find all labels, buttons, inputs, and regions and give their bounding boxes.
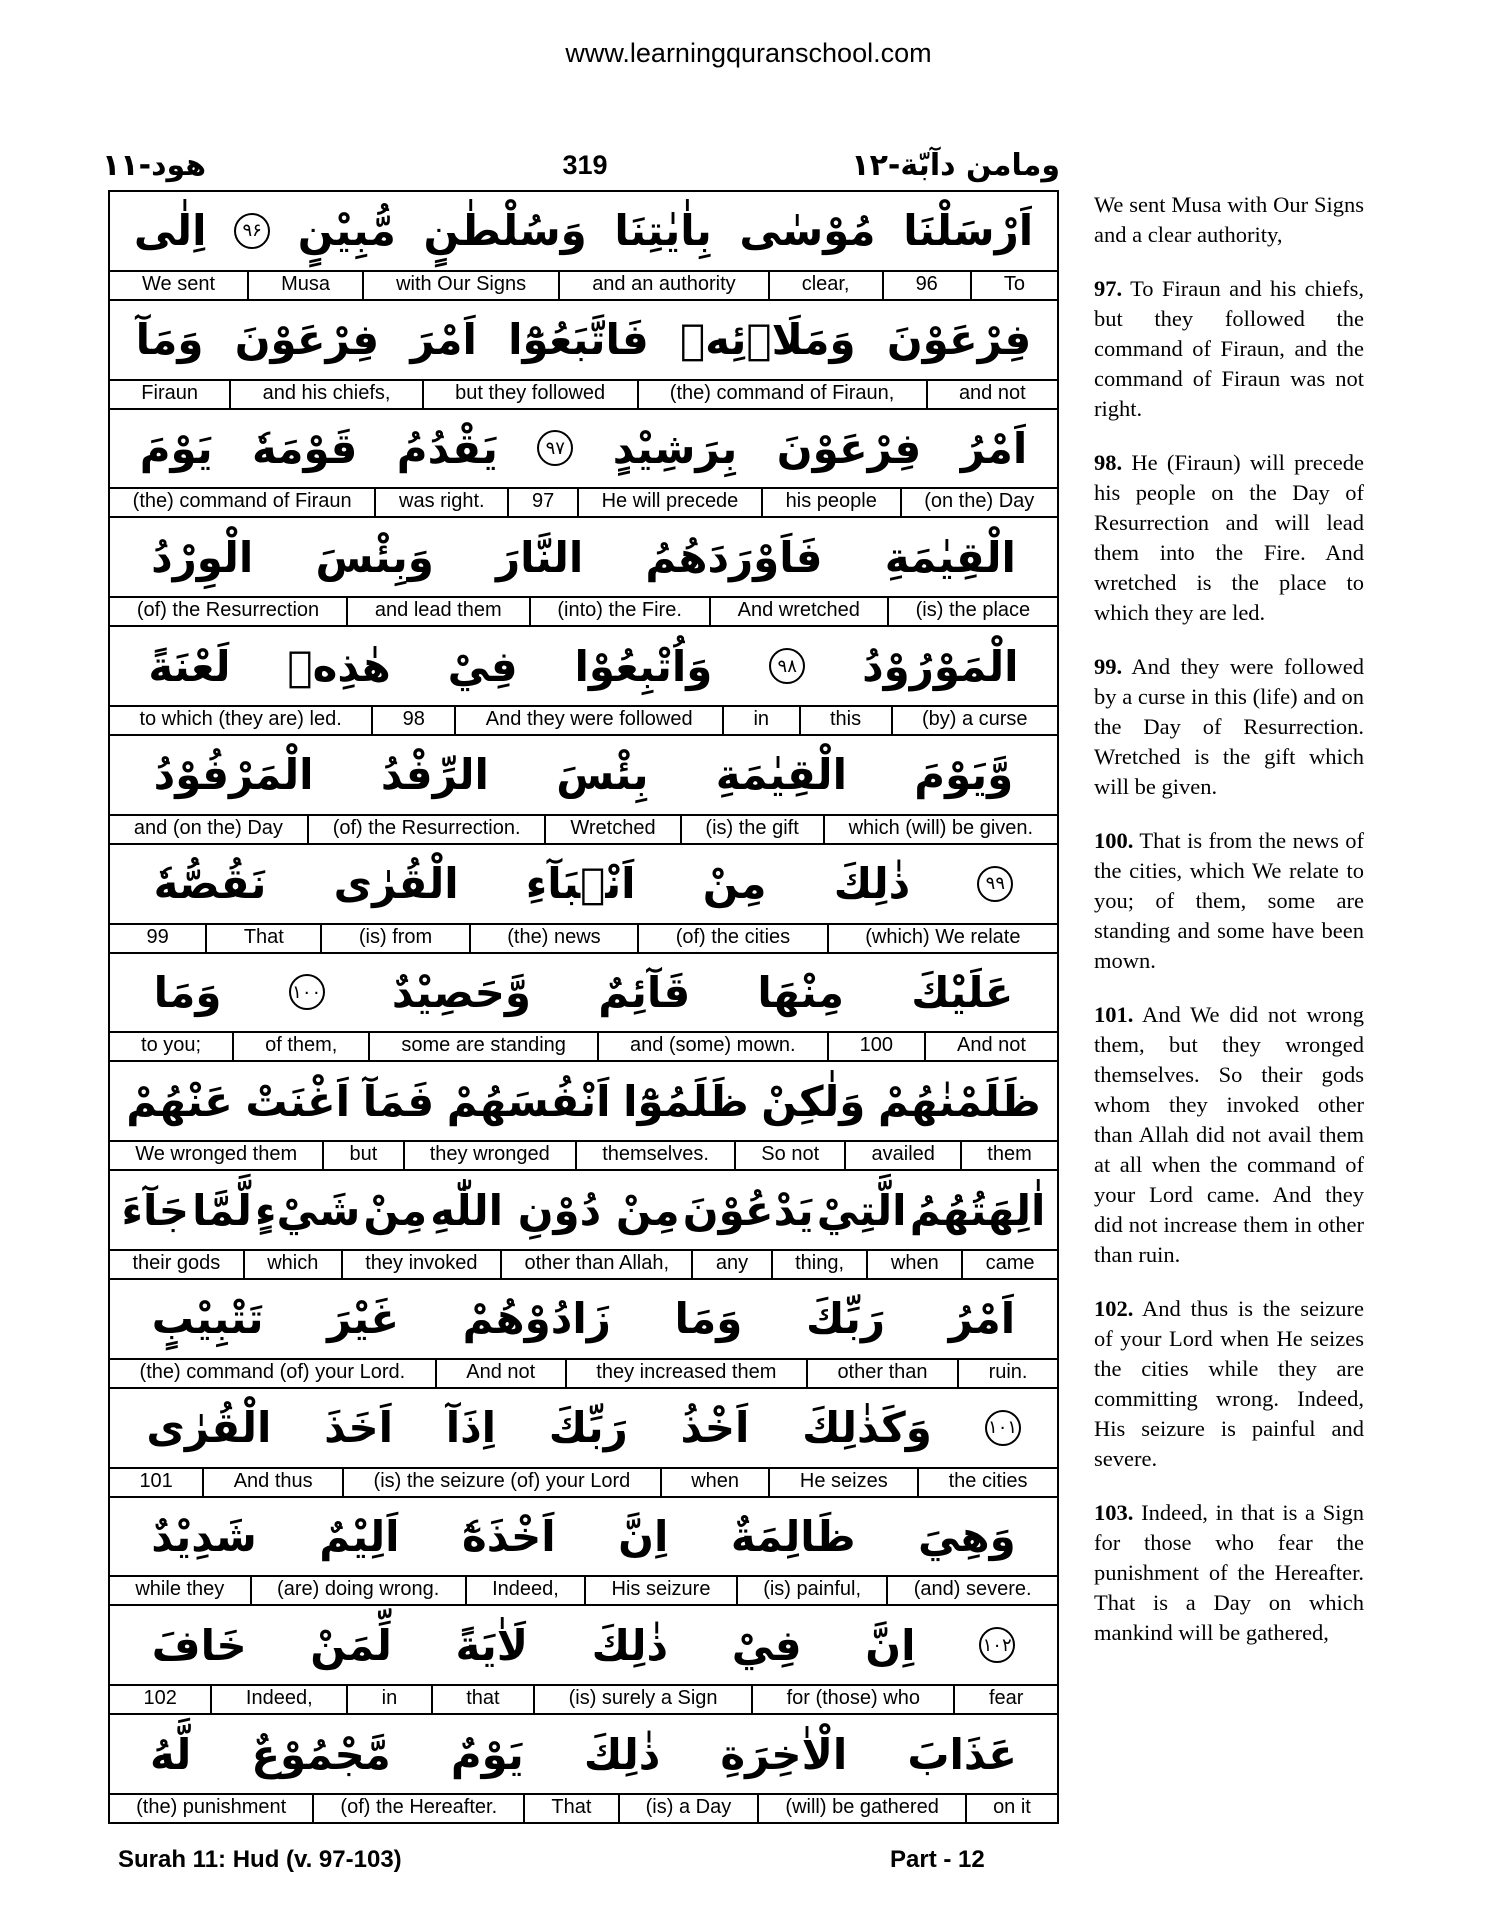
- arabic-word: وَلٰكِنْ: [761, 1076, 866, 1126]
- verse-marker: ۱۰۰: [289, 974, 325, 1010]
- english-gloss: (is) the gift: [682, 816, 825, 843]
- english-gloss: 100: [829, 1033, 926, 1060]
- english-gloss: thing,: [773, 1251, 869, 1278]
- english-gloss: (will) be gathered: [759, 1795, 967, 1822]
- verse-row: [110, 627, 1057, 736]
- arabic-word: فِيْ: [731, 1620, 802, 1670]
- arabic-word: الرِّفْدُ: [380, 750, 489, 800]
- english-gloss: which (will) be given.: [848, 816, 1034, 839]
- arabic-word: وَهِيَ: [917, 1511, 1016, 1561]
- arabic-words: [110, 954, 1057, 1032]
- english-gloss: (on the) Day: [924, 490, 1035, 513]
- verse-row: [110, 736, 1057, 845]
- english-gloss: (of) the Resurrection: [110, 598, 348, 625]
- arabic-word: اَرْسَلْنَا: [903, 206, 1034, 256]
- arabic-word: الَّتِيْ: [816, 1185, 907, 1235]
- english-gloss: other than: [808, 1360, 959, 1387]
- arabic-word: فِيْ: [447, 641, 518, 691]
- english-glosses: [110, 1031, 1057, 1060]
- arabic-word: بِئْسَ: [556, 750, 649, 800]
- arabic-word: شَدِيْدٌ: [151, 1511, 257, 1561]
- english-gloss: (is) the place: [915, 599, 1031, 622]
- arabic-word: عَذَابَ: [907, 1729, 1017, 1779]
- arabic-word: الْمَوْرُوْدُ: [862, 641, 1019, 691]
- english-glosses: [110, 1467, 1057, 1496]
- arabic-word: ذٰلِكَ: [833, 859, 911, 909]
- english-gloss: which: [245, 1251, 343, 1278]
- english-gloss: (is) a Day: [620, 1795, 760, 1822]
- arabic-words: [110, 845, 1057, 923]
- verse-marker: ۱۰۲: [979, 1627, 1015, 1663]
- arabic-word: فَمَآ: [362, 1076, 435, 1126]
- english-gloss: in: [348, 1686, 433, 1713]
- english-gloss: And not: [957, 1034, 1026, 1057]
- arabic-word: لِّمَنْ: [310, 1620, 392, 1670]
- verse-row: [110, 301, 1057, 410]
- arabic-word: لَّمَّا: [192, 1185, 252, 1235]
- arabic-word: وَمَا: [674, 1294, 743, 1344]
- translation-text: To Firaun and his chiefs, but they followed the command of Firaun, and the command of Firaun was not right.: [1094, 276, 1364, 421]
- english-gloss: and an authority: [560, 272, 770, 299]
- english-glosses: [110, 596, 1057, 625]
- arabic-word: الْقِيٰمَةِ: [715, 750, 847, 800]
- english-gloss: was right.: [376, 489, 509, 516]
- english-glosses: [110, 1358, 1057, 1387]
- verse-marker: ۹۸: [769, 648, 805, 684]
- verse-number: 100.: [1094, 828, 1134, 853]
- arabic-word: لَاٰيَةً: [455, 1620, 529, 1670]
- arabic-words: [110, 1062, 1057, 1140]
- arabic-word: وَمَا: [153, 967, 222, 1017]
- surah-label-arabic: هود-١١: [102, 148, 207, 183]
- arabic-word: رَبِّكَ: [806, 1294, 886, 1344]
- arabic-word: اِلٰى: [133, 206, 207, 256]
- english-glosses: [110, 1684, 1057, 1713]
- english-gloss: (is) surely a Sign: [535, 1686, 753, 1713]
- translation-paragraph: [1094, 448, 1364, 628]
- english-gloss: other than Allah,: [502, 1251, 693, 1278]
- arabic-words: [110, 627, 1057, 705]
- verse-row: [110, 1715, 1057, 1822]
- arabic-word: يَدْعُوْنَ: [682, 1185, 814, 1235]
- english-glosses: [110, 379, 1057, 408]
- arabic-word: وَكَذٰلِكَ: [802, 1403, 932, 1453]
- english-gloss: And not: [437, 1360, 567, 1387]
- arabic-word: بِاٰيٰتِنَا: [614, 206, 712, 256]
- english-gloss: (is) the seizure (of) your Lord: [344, 1469, 662, 1496]
- english-gloss: Indeed,: [212, 1686, 348, 1713]
- english-gloss: their gods: [110, 1251, 245, 1278]
- english-gloss: Wretched: [546, 816, 681, 843]
- arabic-word: اَمْرَ: [410, 315, 477, 365]
- arabic-word: قَآئِمٌ: [598, 967, 691, 1017]
- arabic-word: اَخْذَهٗٓ: [461, 1511, 556, 1561]
- arabic-words: [110, 1606, 1057, 1684]
- english-gloss: 97: [509, 489, 579, 516]
- arabic-word: اِنَّ: [865, 1620, 916, 1670]
- arabic-word: مِنْ دُوْنِ اللّٰهِ: [430, 1185, 680, 1235]
- english-gloss: 102: [110, 1686, 212, 1713]
- arabic-word: عَلَيْكَ: [911, 967, 1014, 1017]
- arabic-word: ظَلَمْنٰهُمْ: [878, 1076, 1041, 1126]
- arabic-word: فِرْعَوْنَ: [234, 315, 380, 365]
- arabic-word: اَمْرُ: [960, 423, 1028, 473]
- arabic-words: [110, 1498, 1057, 1576]
- english-gloss: And thus: [204, 1469, 344, 1496]
- english-gloss: that: [433, 1686, 535, 1713]
- english-gloss: He will precede: [579, 489, 763, 516]
- arabic-word: وَبِئْسَ: [315, 532, 434, 582]
- arabic-words: [110, 1715, 1057, 1793]
- arabic-word: وَسُلْطٰنٍ: [423, 206, 587, 256]
- arabic-word: خَافَ: [151, 1620, 247, 1670]
- english-gloss: (by) a curse: [921, 707, 1028, 730]
- english-gloss: (the) command (of) your Lord.: [110, 1360, 437, 1387]
- english-glosses: [110, 923, 1057, 952]
- verse-number: 99.: [1094, 654, 1123, 679]
- english-gloss: ruin.: [988, 1360, 1028, 1383]
- arabic-word: الْمَرْفُوْدُ: [153, 750, 314, 800]
- english-gloss: 98: [373, 707, 456, 734]
- arabic-word: اَمْرُ: [948, 1294, 1016, 1344]
- arabic-words: [110, 518, 1057, 596]
- arabic-word: وَمَآ: [135, 315, 204, 365]
- arabic-word: زَادُوْهُمْ: [462, 1294, 611, 1344]
- english-gloss: with Our Signs: [364, 272, 560, 299]
- verse-row: [110, 1280, 1057, 1389]
- english-gloss: (is) from: [322, 925, 470, 952]
- english-gloss: (of) the Resurrection.: [309, 816, 547, 843]
- english-gloss: some are standing: [370, 1033, 599, 1060]
- verse-row: [110, 1062, 1057, 1171]
- verse-row: [110, 518, 1057, 627]
- verse-row: [110, 1171, 1057, 1280]
- verse-row: [110, 1606, 1057, 1715]
- english-gloss: To: [1003, 272, 1025, 295]
- english-gloss: in: [724, 707, 800, 734]
- english-gloss: (of) the Hereafter.: [314, 1795, 525, 1822]
- arabic-word: تَتْبِيْبٍ: [151, 1294, 264, 1344]
- arabic-word: فِرْعَوْنَ: [776, 423, 922, 473]
- english-gloss: and (some) mown.: [599, 1033, 829, 1060]
- arabic-word: بِرَشِيْدٍ: [612, 423, 738, 473]
- arabic-word: ظَلَمُوْٓا: [623, 1076, 749, 1126]
- translation-text: He (Firaun) will precede his people on the Day of Resurrection and will lead them into the Fire. And wretched is the place to which they are led.: [1094, 450, 1365, 625]
- english-gloss: That: [207, 925, 322, 952]
- arabic-word: وَّيَوْمَ: [914, 750, 1014, 800]
- english-gloss: came: [985, 1251, 1035, 1274]
- arabic-words: [110, 736, 1057, 814]
- arabic-word: الْقُرٰى: [333, 859, 459, 909]
- english-gloss: they increased them: [567, 1360, 808, 1387]
- arabic-word: ذٰلِكَ: [583, 1729, 661, 1779]
- english-gloss: and his chiefs,: [231, 381, 423, 408]
- english-gloss: when: [662, 1469, 771, 1496]
- english-glosses: [110, 705, 1057, 734]
- verse-row: [110, 954, 1057, 1063]
- english-gloss: We wronged them: [110, 1142, 324, 1169]
- verse-number: 102.: [1094, 1296, 1134, 1321]
- arabic-word: مِنْهَا: [757, 967, 845, 1017]
- english-glosses: [110, 1575, 1057, 1604]
- arabic-word: اَلِيْمٌ: [319, 1511, 400, 1561]
- arabic-word: لَّهُ: [150, 1729, 192, 1779]
- verse-row: [110, 410, 1057, 519]
- english-gloss: (which) We relate: [865, 925, 1021, 948]
- arabic-word: مُوْسٰى: [739, 206, 876, 256]
- english-gloss: clear,: [770, 272, 884, 299]
- arabic-word: مَّجْمُوْعٌ: [251, 1729, 391, 1779]
- english-glosses: [110, 1793, 1057, 1822]
- english-gloss: (the) punishment: [110, 1795, 314, 1822]
- english-gloss: to you;: [110, 1033, 234, 1060]
- arabic-word: اَخْذُ: [680, 1403, 750, 1453]
- word-by-word-grid: [108, 190, 1059, 1824]
- english-gloss: availed: [846, 1142, 962, 1169]
- arabic-word: غَيْرَ: [327, 1294, 400, 1344]
- arabic-word: اَخَذَ: [324, 1403, 393, 1453]
- english-glosses: [110, 270, 1057, 299]
- verse-marker: ۹۹: [977, 866, 1013, 902]
- english-gloss: any: [693, 1251, 772, 1278]
- arabic-word: الْقُرٰى: [146, 1403, 272, 1453]
- arabic-words: [110, 410, 1057, 488]
- arabic-word: يَقْدُمُ: [396, 423, 498, 473]
- arabic-word: رَبِّكَ: [548, 1403, 628, 1453]
- english-gloss: (is) painful,: [738, 1577, 889, 1604]
- translation-paragraph: [1094, 826, 1364, 976]
- english-gloss: of them,: [234, 1033, 370, 1060]
- arabic-word: ظَالِمَةٌ: [730, 1511, 856, 1561]
- english-glosses: [110, 1249, 1057, 1278]
- english-gloss: That: [525, 1795, 619, 1822]
- arabic-word: مُّبِيْنٍ: [297, 206, 396, 256]
- arabic-words: [110, 1389, 1057, 1467]
- arabic-word: وَّحَصِيْدٌ: [391, 967, 532, 1017]
- english-gloss: And wretched: [711, 598, 889, 625]
- arabic-word: شَيْءٍ: [254, 1185, 361, 1235]
- english-gloss: for (those) who: [753, 1686, 955, 1713]
- arabic-word: اَنْۢبَآءِ: [525, 859, 636, 909]
- english-glosses: [110, 1140, 1057, 1169]
- english-gloss: (of) the cities: [639, 925, 829, 952]
- arabic-word: اِذَآ: [445, 1403, 497, 1453]
- translation-text: And thus is the seizure of your Lord when He seizes the cities while they are committing wrong. Indeed, His seizure is painful and severe.: [1094, 1296, 1364, 1471]
- translation-paragraph: [1094, 274, 1364, 424]
- english-gloss: this: [801, 707, 893, 734]
- translation-paragraph: [1094, 190, 1364, 250]
- arabic-word: اَنْفُسَهُمْ: [446, 1076, 611, 1126]
- english-gloss: 101: [110, 1469, 204, 1496]
- arabic-word: جَآءَ: [121, 1185, 190, 1235]
- arabic-word: هٰذِهٖ: [287, 641, 391, 691]
- english-gloss: So not: [736, 1142, 846, 1169]
- verse-row: [110, 1498, 1057, 1607]
- arabic-word: لَعْنَةً: [148, 641, 231, 691]
- arabic-word: مِنْ: [363, 1185, 428, 1235]
- english-gloss: Firaun: [110, 381, 231, 408]
- arabic-words: [110, 1280, 1057, 1358]
- english-gloss: when: [868, 1251, 963, 1278]
- english-gloss: but: [324, 1142, 404, 1169]
- verse-row: [110, 1389, 1057, 1498]
- arabic-word: الْقِيٰمَةِ: [884, 532, 1016, 582]
- english-gloss: fear: [988, 1687, 1024, 1710]
- english-gloss: (into) the Fire.: [531, 598, 711, 625]
- english-gloss: Indeed,: [467, 1577, 586, 1604]
- translation-text: Indeed, in that is a Sign for those who fear the punishment of the Hereafter. That is a Day on which mankind will be gathered,: [1094, 1500, 1365, 1645]
- english-gloss: and lead them: [348, 598, 531, 625]
- verse-row: [110, 845, 1057, 954]
- english-gloss: them: [987, 1143, 1032, 1166]
- english-gloss: He seizes: [770, 1469, 919, 1496]
- side-translation: [1094, 190, 1364, 1672]
- english-glosses: [110, 814, 1057, 843]
- arabic-word: وَمَلَا۟ئِهٖ: [679, 315, 856, 365]
- verse-number: 97.: [1094, 276, 1123, 301]
- english-gloss: while they: [110, 1577, 252, 1604]
- english-gloss: on it: [993, 1795, 1031, 1818]
- arabic-word: فَاَوْرَدَهُمُ: [645, 532, 823, 582]
- verse-marker: ۹۷: [537, 430, 573, 466]
- translation-paragraph: [1094, 1294, 1364, 1474]
- arabic-word: فِرْعَوْنَ: [886, 315, 1032, 365]
- english-gloss: and not: [958, 381, 1026, 404]
- english-gloss: and (on the) Day: [110, 816, 309, 843]
- english-gloss: Musa: [249, 272, 364, 299]
- arabic-word: الْاٰخِرَةِ: [720, 1729, 848, 1779]
- translation-paragraph: [1094, 652, 1364, 802]
- arabic-word: مِنْ: [702, 859, 767, 909]
- translation-paragraph: [1094, 1000, 1364, 1270]
- arabic-word: اَغْنَتْ: [245, 1076, 351, 1126]
- arabic-word: ذٰلِكَ: [591, 1620, 669, 1670]
- verse-marker: ۹۶: [234, 213, 270, 249]
- translation-text: And We did not wrong them, but they wronged themselves. So their gods whom they invoked other than Allah did not avail them at all when the command of your Lord came. And they did not increase them in other than ruin.: [1094, 1002, 1364, 1267]
- english-gloss: his people: [763, 489, 902, 516]
- arabic-word: الْوِرْدُ: [151, 532, 254, 582]
- juz-label-arabic: ومامن دآبّة-١٢: [851, 148, 1060, 183]
- arabic-word: وَاُتْبِعُوْا: [574, 641, 713, 691]
- arabic-words: [110, 1171, 1057, 1249]
- english-gloss: they invoked: [343, 1251, 502, 1278]
- arabic-word: قَوْمَهٗ: [252, 423, 358, 473]
- english-gloss: (the) news: [471, 925, 639, 952]
- english-gloss: they wronged: [405, 1142, 577, 1169]
- arabic-word: اٰلِهَتُهُمُ: [909, 1185, 1046, 1235]
- english-gloss: His seizure: [586, 1577, 738, 1604]
- footer-part-label: Part - 12: [890, 1846, 985, 1873]
- english-gloss: We sent: [110, 272, 249, 299]
- website-url: www.learningquranschool.com: [565, 38, 932, 68]
- arabic-word: نَقُصُّهٗ: [153, 859, 267, 909]
- english-gloss: the cities: [948, 1469, 1028, 1492]
- arabic-words: [110, 192, 1057, 270]
- verse-number: 98.: [1094, 450, 1123, 475]
- english-gloss: And they were followed: [456, 707, 724, 734]
- arabic-word: فَاتَّبَعُوْٓا: [508, 315, 649, 365]
- arabic-word: يَوْمٌ: [450, 1729, 524, 1779]
- arabic-word: النَّارَ: [495, 532, 584, 582]
- translation-text: We sent Musa with Our Signs and a clear authority,: [1094, 192, 1364, 247]
- verse-number: 103.: [1094, 1500, 1134, 1525]
- english-gloss: themselves.: [577, 1142, 736, 1169]
- verse-marker: ۱۰۱: [985, 1410, 1021, 1446]
- arabic-words: [110, 301, 1057, 379]
- footer-surah-label: Surah 11: Hud (v. 97-103): [118, 1846, 402, 1873]
- page-number: 319: [562, 150, 608, 180]
- translation-text: That is from the news of the cities, which We relate to you; of them, some are standing and some have been mown.: [1094, 828, 1365, 973]
- english-gloss: (and) severe.: [913, 1578, 1032, 1601]
- arabic-word: اِنَّ: [618, 1511, 669, 1561]
- english-gloss: (are) doing wrong.: [252, 1577, 467, 1604]
- english-gloss: (the) command of Firaun: [110, 489, 376, 516]
- translation-text: And they were followed by a curse in this (life) and on the Day of Resurrection. Wretched is the gift which will be given.: [1094, 654, 1364, 799]
- english-glosses: [110, 487, 1057, 516]
- translation-paragraph: [1094, 1498, 1364, 1648]
- verse-row: [110, 192, 1057, 301]
- arabic-word: عَنْهُمْ: [126, 1076, 233, 1126]
- english-gloss: 96: [884, 272, 972, 299]
- english-gloss: 99: [110, 925, 207, 952]
- english-gloss: (the) command of Firaun,: [639, 381, 928, 408]
- arabic-word: يَوْمَ: [139, 423, 213, 473]
- english-gloss: to which (they are) led.: [110, 707, 373, 734]
- english-gloss: but they followed: [424, 381, 639, 408]
- verse-number: 101.: [1094, 1002, 1134, 1027]
